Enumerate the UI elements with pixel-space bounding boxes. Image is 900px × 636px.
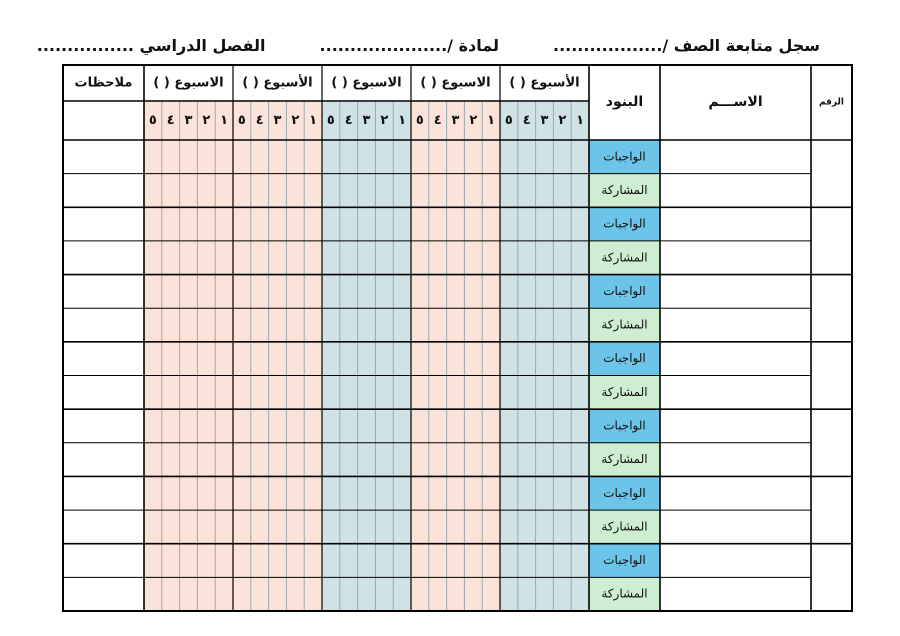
item-label: المشاركة [601, 452, 648, 467]
column-items-header: البنود [605, 94, 644, 110]
day-number: ٤ [433, 113, 442, 128]
day-number: ٣ [540, 113, 549, 128]
subject-label: لمادة /..................... [319, 35, 499, 55]
column-name-header: الاســـم [708, 94, 763, 110]
day-number: ٤ [344, 113, 353, 128]
day-number: ٥ [148, 113, 157, 128]
day-number: ١ [220, 113, 229, 128]
item-label: المشاركة [601, 182, 648, 197]
item-label: المشاركة [601, 519, 648, 534]
item-label: المشاركة [601, 384, 648, 399]
week-label: الاسبوع ( ) [331, 75, 402, 91]
day-number: ٣ [362, 113, 371, 128]
week-column-bg [500, 101, 589, 611]
item-label: المشاركة [601, 317, 648, 332]
week-label: الأسبوع ( ) [242, 75, 313, 91]
column-notes-header: ملاحظات [74, 75, 133, 91]
item-label: الواجبات [603, 418, 646, 433]
day-number: ٥ [504, 113, 513, 128]
semester-label: الفصل الدراسي ................ [36, 35, 266, 55]
day-number: ١ [309, 113, 318, 128]
day-number: ٥ [415, 113, 424, 128]
day-number: ١ [398, 113, 407, 128]
day-number: ٢ [202, 113, 211, 128]
week-column-bg [233, 101, 322, 611]
item-label: الواجبات [603, 216, 646, 231]
day-number: ٢ [558, 113, 567, 128]
item-label: الواجبات [603, 351, 646, 366]
week-label: الأسبوع ( ) [509, 75, 580, 91]
day-number: ١ [487, 113, 496, 128]
day-number: ٣ [273, 113, 282, 128]
day-number: ٤ [522, 113, 531, 128]
item-label: الواجبات [603, 553, 646, 568]
day-number: ٣ [451, 113, 460, 128]
item-label: المشاركة [601, 586, 648, 601]
week-column-bg [411, 101, 500, 611]
week-label: الاسبوع ( ) [153, 75, 224, 91]
item-label: الواجبات [603, 149, 646, 164]
day-number: ١ [576, 113, 585, 128]
class-label: سجل متابعة الصف /.................. [552, 35, 820, 55]
day-number: ٤ [166, 113, 175, 128]
day-number: ٤ [255, 113, 264, 128]
day-number: ٥ [326, 113, 335, 128]
item-label: المشاركة [601, 250, 648, 265]
week-column-bg [322, 101, 411, 611]
day-number: ٢ [469, 113, 478, 128]
day-number: ٢ [380, 113, 389, 128]
item-label: الواجبات [603, 485, 646, 500]
week-column-bg [144, 101, 233, 611]
day-number: ٢ [291, 113, 300, 128]
day-number: ٥ [237, 113, 246, 128]
day-number: ٣ [184, 113, 193, 128]
item-label: الواجبات [603, 283, 646, 298]
column-number-header: الرقم [818, 97, 845, 108]
week-label: الاسبوع ( ) [420, 75, 491, 91]
